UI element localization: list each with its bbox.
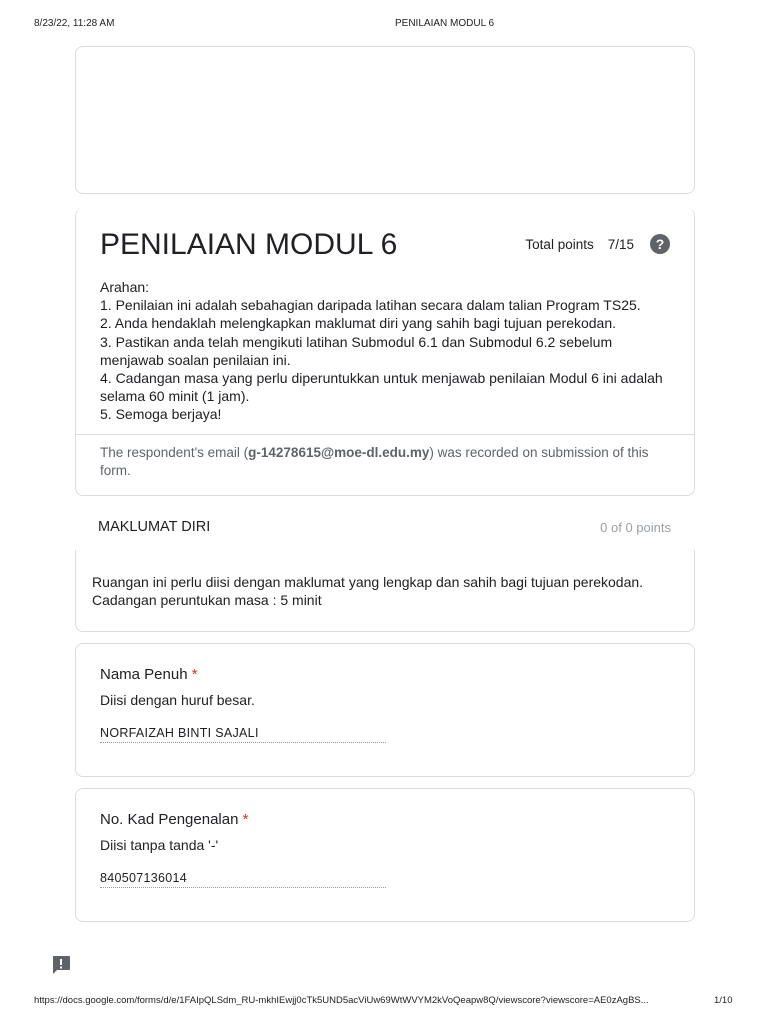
total-points-value: 7/15 [607, 236, 634, 252]
section-title: MAKLUMAT DIRI [98, 519, 211, 535]
question-card-nama-penuh [75, 643, 695, 777]
desc-line: 2. Anda hendaklah melengkapkan maklumat diri yang sahih bagi tujuan perekodan. [100, 315, 617, 332]
question-help: Diisi tanpa tanda '-' [100, 837, 219, 853]
section-desc-line: Ruangan ini perlu diisi dengan maklumat yang lengkap dan sahih bagi tujuan perekodan. [92, 574, 644, 590]
respondent-email-notice [76, 434, 694, 489]
question-card-kad-pengenalan [75, 788, 695, 922]
desc-line: Arahan: [100, 279, 150, 295]
total-points-label: Total points [525, 236, 594, 252]
question-text: Nama Penuh [100, 666, 188, 683]
section-desc-line: Cadangan peruntukan masa : 5 minit [92, 592, 322, 608]
required-asterisk: * [191, 666, 198, 683]
email-prefix: The respondent's email ( [100, 445, 249, 460]
answer-field[interactable]: 840507136014 [100, 871, 386, 888]
section-description-card [75, 550, 695, 632]
form-description [100, 278, 674, 424]
question-label [100, 666, 198, 683]
report-feedback-icon[interactable] [50, 954, 72, 976]
required-asterisk: * [242, 811, 249, 828]
page-number: 1/10 [714, 995, 733, 1006]
answer-field[interactable]: NORFAIZAH BINTI SAJALI [100, 726, 386, 743]
question-label [100, 811, 248, 828]
print-title: PENILAIAN MODUL 6 [395, 18, 495, 29]
print-url: https://docs.google.com/forms/d/e/1FAIpQLSdm_RU-mkhIEwjj0cTk5UND5acViUw69WtWVYM2kVoQeapw8Q/viewscore?viewscore=AE0zAgBS... [34, 995, 649, 1006]
desc-line: 4. Cadangan masa yang perlu diperuntukkan untuk menjawab penilaian Modul 6 ini adalah selama 60 minit (1 jam). [100, 370, 663, 405]
total-points [525, 234, 670, 254]
desc-line: 3. Pastikan anda telah mengikuti latihan Submodul 6.1 dan Submodul 6.2 sebelum menjawab soalan penilaian ini. [100, 333, 613, 368]
email-suffix: ) was recorded on submission of this form. [100, 445, 649, 478]
desc-line: 5. Semoga berjaya! [100, 406, 222, 423]
form-header-card [75, 208, 695, 496]
desc-line: 1. Penilaian ini adalah sebahagian daripada latihan secara dalam talian Program TS25. [100, 297, 641, 314]
help-icon[interactable]: ? [650, 234, 670, 254]
print-datetime: 8/23/22, 11:28 AM [34, 18, 115, 29]
question-text: No. Kad Pengenalan [100, 811, 239, 828]
respondent-email: g-14278615@moe-dl.edu.my [248, 445, 430, 460]
form-title: PENILAIAN MODUL 6 [100, 228, 398, 261]
section-points: 0 of 0 points [600, 520, 671, 535]
header-image-card [75, 46, 695, 194]
question-help: Diisi dengan huruf besar. [100, 692, 255, 708]
